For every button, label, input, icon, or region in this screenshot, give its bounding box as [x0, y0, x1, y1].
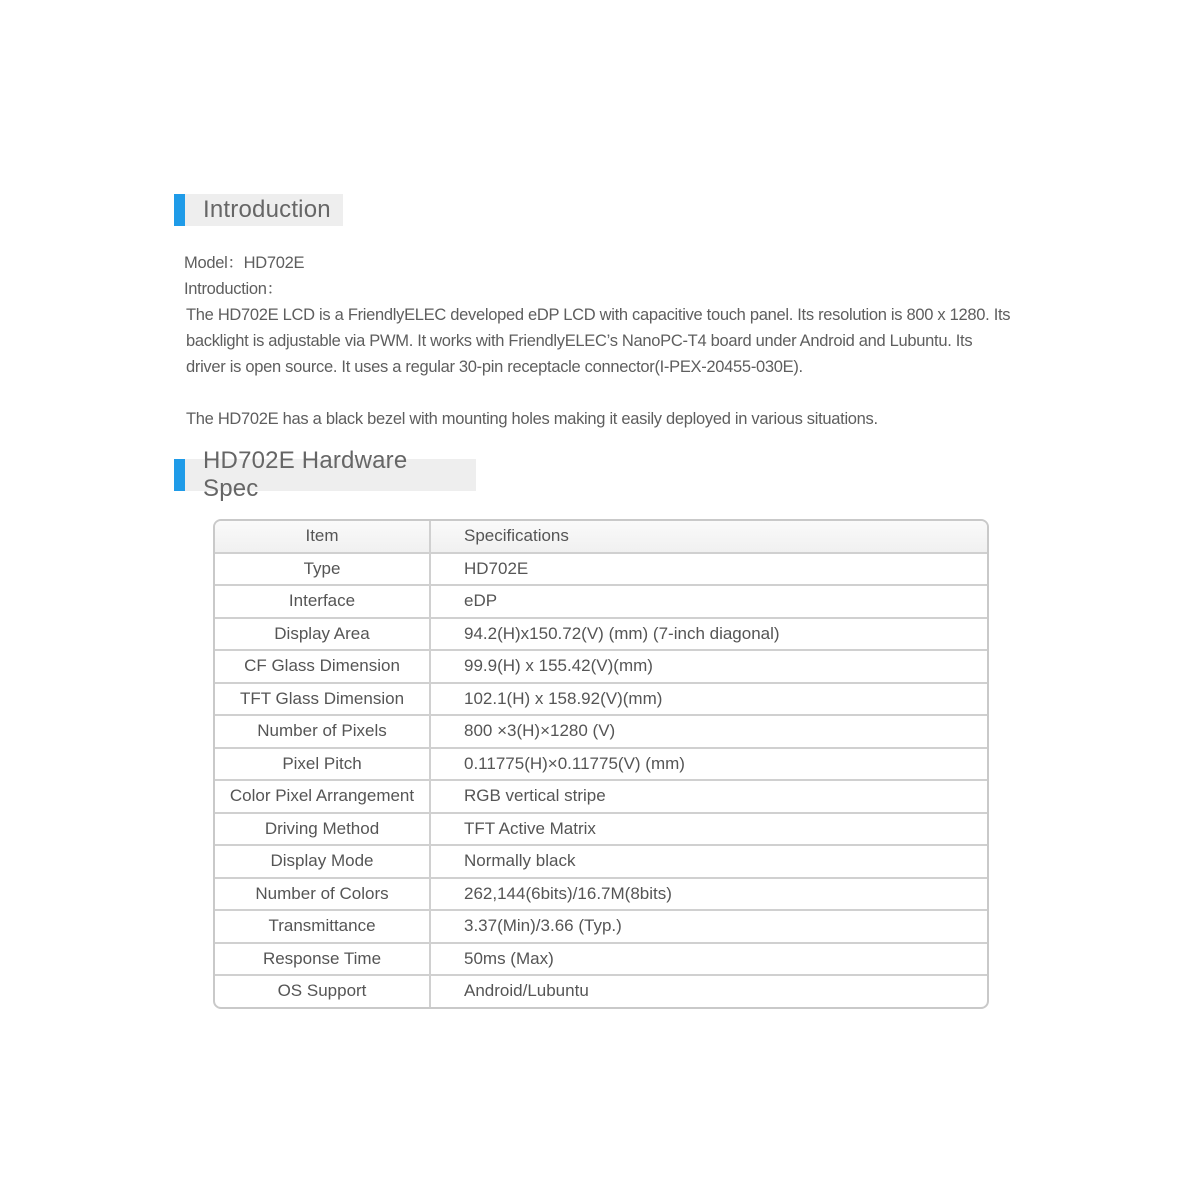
table-row [215, 845, 987, 878]
spec-item-cell: Interface [215, 585, 430, 618]
header-accent-bar [174, 459, 185, 491]
introduction-body [184, 250, 1034, 432]
paragraph-line: The HD702E LCD is a FriendlyELEC developed eDP LCD with capacitive touch panel. Its resolution is 800 x 1280. Its [186, 306, 1011, 324]
spec-value-cell: RGB vertical stripe [430, 780, 987, 813]
spec-item-cell: CF Glass Dimension [215, 650, 430, 683]
spec-value-cell: Normally black [430, 845, 987, 878]
spec-value-cell: 99.9(H) x 155.42(V)(mm) [430, 650, 987, 683]
spec-value-cell: 94.2(H)x150.72(V) (mm) (7-inch diagonal) [430, 618, 987, 651]
spec-value-cell: 50ms (Max) [430, 943, 987, 976]
introduction-label: Introduction： [184, 280, 283, 298]
table-row [215, 748, 987, 781]
introduction-paragraph-2: The HD702E has a black bezel with mounting holes making it easily deployed in various situations. [186, 410, 878, 428]
spec-value-cell: 102.1(H) x 158.92(V)(mm) [430, 683, 987, 716]
table-row [215, 585, 987, 618]
spec-value-cell: eDP [430, 585, 987, 618]
introduction-paragraph-1 [184, 302, 1034, 380]
spec-item-cell: OS Support [215, 975, 430, 1007]
paragraph-line: driver is open source. It uses a regular 30-pin receptacle connector(I-PEX-20455-030E). [186, 358, 803, 376]
table-header-row [215, 521, 987, 553]
header-accent-bar [174, 194, 185, 226]
spec-item-cell: Display Area [215, 618, 430, 651]
hardware-spec-section-header [174, 447, 476, 502]
spec-item-cell: TFT Glass Dimension [215, 683, 430, 716]
table-row [215, 618, 987, 651]
table-row [215, 943, 987, 976]
spec-item-cell: Response Time [215, 943, 430, 976]
spec-value-cell: Android/Lubuntu [464, 981, 589, 1001]
introduction-heading: Introduction [185, 194, 343, 226]
spec-value-cell: 0.11775(H)×0.11775(V) (mm) [430, 748, 987, 781]
spec-item-cell: Color Pixel Arrangement [215, 780, 430, 813]
table-row [215, 553, 987, 586]
spec-item-cell: Number of Colors [215, 878, 430, 911]
spec-table-container [213, 519, 989, 1009]
table-row [215, 683, 987, 716]
spec-item-cell: Number of Pixels [215, 715, 430, 748]
spec-item-cell: Display Mode [215, 845, 430, 878]
spec-item-cell: Driving Method [215, 813, 430, 846]
paragraph-line: backlight is adjustable via PWM. It works with FriendlyELEC’s NanoPC-T4 board under Android and Lubuntu. Its [186, 332, 973, 350]
model-line: Model：HD702E [184, 254, 305, 272]
spec-table [215, 521, 987, 1007]
table-row [215, 975, 987, 1007]
table-row [215, 878, 987, 911]
spec-value-cell: 800 ×3(H)×1280 (V) [430, 715, 987, 748]
introduction-section-header [174, 194, 343, 226]
column-header-item: Item [215, 521, 430, 553]
spec-value-cell: TFT Active Matrix [430, 813, 987, 846]
column-header-specifications: Specifications [430, 521, 987, 553]
table-row [215, 813, 987, 846]
spec-item-cell: Transmittance [215, 910, 430, 943]
spec-value-cell: 262,144(6bits)/16.7M(8bits) [430, 878, 987, 911]
spec-value-cell: HD702E [430, 553, 987, 586]
spec-item-cell: Type [215, 553, 430, 586]
spec-value-cell: 3.37(Min)/3.66 (Typ.) [430, 910, 987, 943]
table-row [215, 650, 987, 683]
table-row [215, 715, 987, 748]
spec-item-cell: Pixel Pitch [215, 748, 430, 781]
table-row [215, 780, 987, 813]
table-row [215, 910, 987, 943]
hardware-spec-heading: HD702E Hardware Spec [185, 459, 476, 491]
